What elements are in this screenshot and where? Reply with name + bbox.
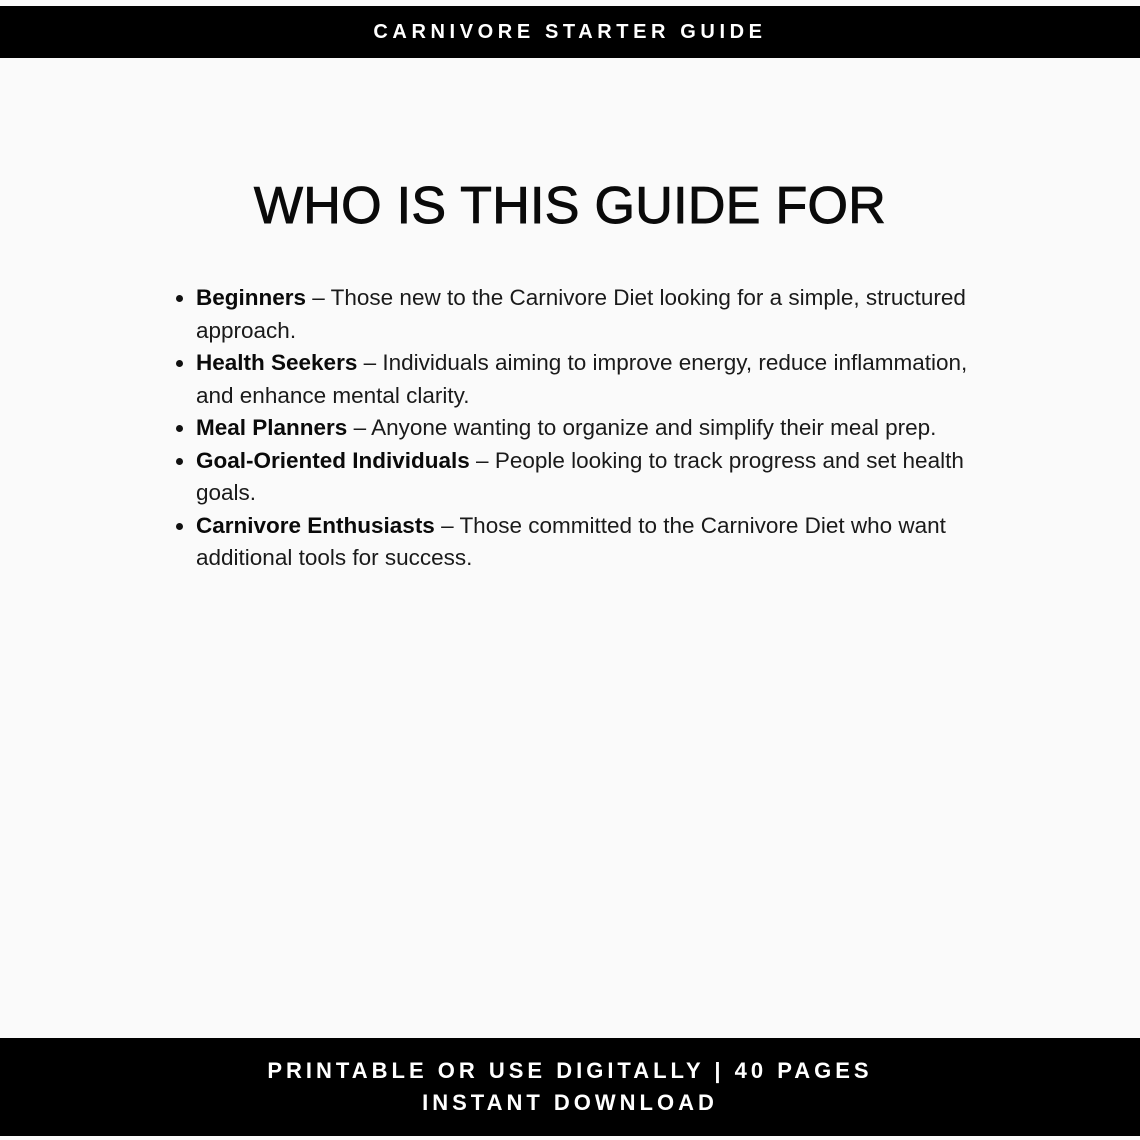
audience-item-beginners: [172, 282, 987, 347]
audience-term: Health Seekers: [196, 350, 358, 375]
bottom-banner: [0, 1038, 1140, 1136]
format-info: PRINTABLE OR USE DIGITALLY | 40 PAGES: [267, 1058, 873, 1083]
audience-item-goal-oriented: [172, 445, 987, 510]
audience-item-health-seekers: [172, 347, 987, 412]
download-info: INSTANT DOWNLOAD: [422, 1090, 718, 1115]
guide-name: CARNIVORE STARTER GUIDE: [373, 21, 767, 43]
audience-list: [172, 282, 987, 575]
page-title: WHO IS THIS GUIDE FOR: [253, 176, 887, 235]
audience-description: – Individuals aiming to improve energy, reduce inflammation, and enhance mental clarity.: [196, 350, 968, 408]
audience-term: Goal-Oriented Individuals: [196, 447, 470, 473]
audience-description: – Those committed to the Carnivore Diet who want additional tools for success.: [196, 512, 946, 570]
audience-description: – Anyone wanting to organize and simplify their meal prep.: [347, 415, 937, 440]
bullet-icon: [176, 425, 183, 432]
audience-description: – Those new to the Carnivore Diet looking for a simple, structured approach.: [196, 285, 966, 343]
audience-item-meal-planners: [172, 412, 987, 445]
audience-term: Carnivore Enthusiasts: [196, 512, 435, 538]
bullet-icon: [176, 295, 183, 302]
bullet-icon: [176, 523, 183, 530]
audience-term: Beginners: [196, 285, 307, 310]
audience-term: Meal Planners: [196, 415, 348, 440]
top-banner: [0, 6, 1140, 58]
audience-item-carnivore-enthusiasts: [172, 510, 987, 575]
bullet-icon: [176, 360, 183, 367]
audience-description: – People looking to track progress and set health goals.: [196, 447, 964, 505]
bullet-icon: [176, 458, 183, 465]
